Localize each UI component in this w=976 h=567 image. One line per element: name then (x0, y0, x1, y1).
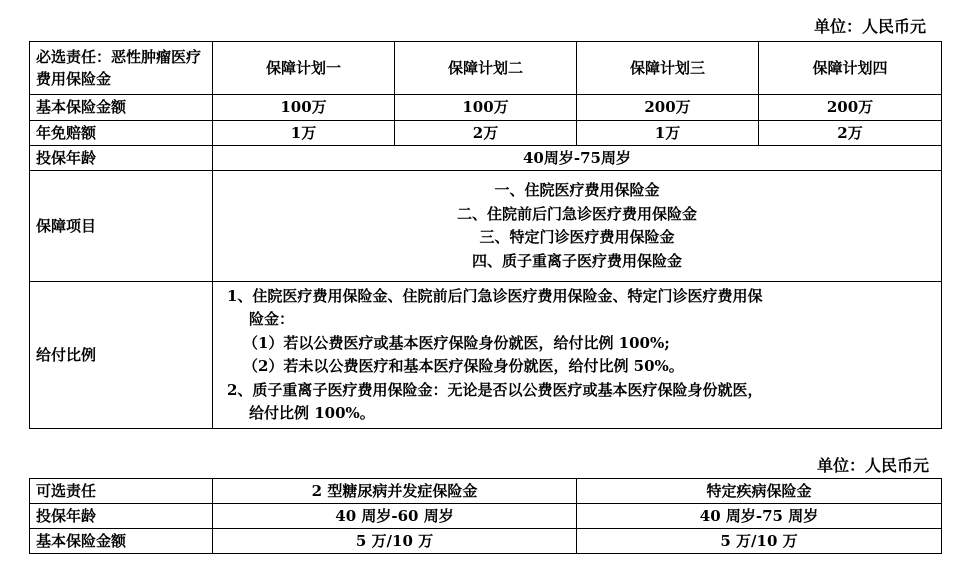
deductible-label: 年免赔额 (30, 121, 213, 146)
payout-line-3: （1）若以公费医疗或基本医疗保险身份就医，给付比例 100%; (243, 333, 670, 352)
coverage-item-3: 三、特定门诊医疗费用保险金 (479, 228, 675, 246)
coverage-items (213, 171, 942, 282)
payout-label: 给付比例 (30, 282, 213, 429)
required-liability-label: 必选责任：恶性肿瘤医疗费用保险金 (30, 42, 213, 95)
plan-table (29, 41, 942, 429)
payout-line-6: 给付比例 100%。 (249, 404, 375, 422)
optional-col-1: 2 型糖尿病并发症保险金 (213, 479, 577, 504)
optional-sum-1: 5 万/10 万 (213, 529, 577, 554)
age-value: 40周岁-75周岁 (213, 146, 942, 171)
sum-insured-1: 100万 (213, 95, 395, 121)
plan-header-4: 保障计划四 (759, 42, 942, 95)
deductible-1: 1万 (213, 121, 395, 146)
payout-details (213, 282, 942, 429)
payout-line-1: 1、住院医疗费用保险金、住院前后门急诊医疗费用保险金、特定门诊医疗费用保 (227, 286, 763, 305)
optional-sum-label: 基本保险金额 (30, 529, 213, 554)
coverage-item-4: 四、质子重离子医疗费用保险金 (471, 251, 682, 270)
payout-line-5: 2、质子重离子医疗费用保险金：无论是否以公费医疗或基本医疗保险身份就医， (227, 380, 763, 399)
coverage-item-2: 二、住院前后门急诊医疗费用保险金 (456, 204, 697, 223)
optional-age-1: 40 周岁-60 周岁 (213, 504, 577, 529)
payout-line-2: 险金： (249, 310, 295, 328)
optional-col-2: 特定疾病保险金 (577, 479, 942, 504)
deductible-3: 1万 (577, 121, 759, 146)
optional-table (29, 478, 942, 554)
optional-sum-2: 5 万/10 万 (577, 529, 942, 554)
age-label: 投保年龄 (30, 146, 213, 171)
coverage-label: 保障项目 (30, 171, 213, 282)
deductible-2: 2万 (395, 121, 577, 146)
sum-insured-2: 100万 (395, 95, 577, 121)
plan-header-1: 保障计划一 (213, 42, 395, 95)
plan-header-2: 保障计划二 (395, 42, 577, 95)
sum-insured-label: 基本保险金额 (30, 95, 213, 121)
plan-header-3: 保障计划三 (577, 42, 759, 95)
optional-age-2: 40 周岁-75 周岁 (577, 504, 942, 529)
sum-insured-4: 200万 (759, 95, 942, 121)
unit-label-2: 单位：人民币元 (816, 456, 929, 475)
payout-line-4: （2）若未以公费医疗和基本医疗保险身份就医，给付比例 50%。 (243, 357, 684, 375)
deductible-4: 2万 (759, 121, 942, 146)
unit-label: 单位：人民币元 (813, 17, 926, 36)
coverage-item-1: 一、住院医疗费用保险金 (494, 181, 660, 199)
optional-liability-label: 可选责任 (30, 479, 213, 504)
optional-age-label: 投保年龄 (30, 504, 213, 529)
sum-insured-3: 200万 (577, 95, 759, 121)
